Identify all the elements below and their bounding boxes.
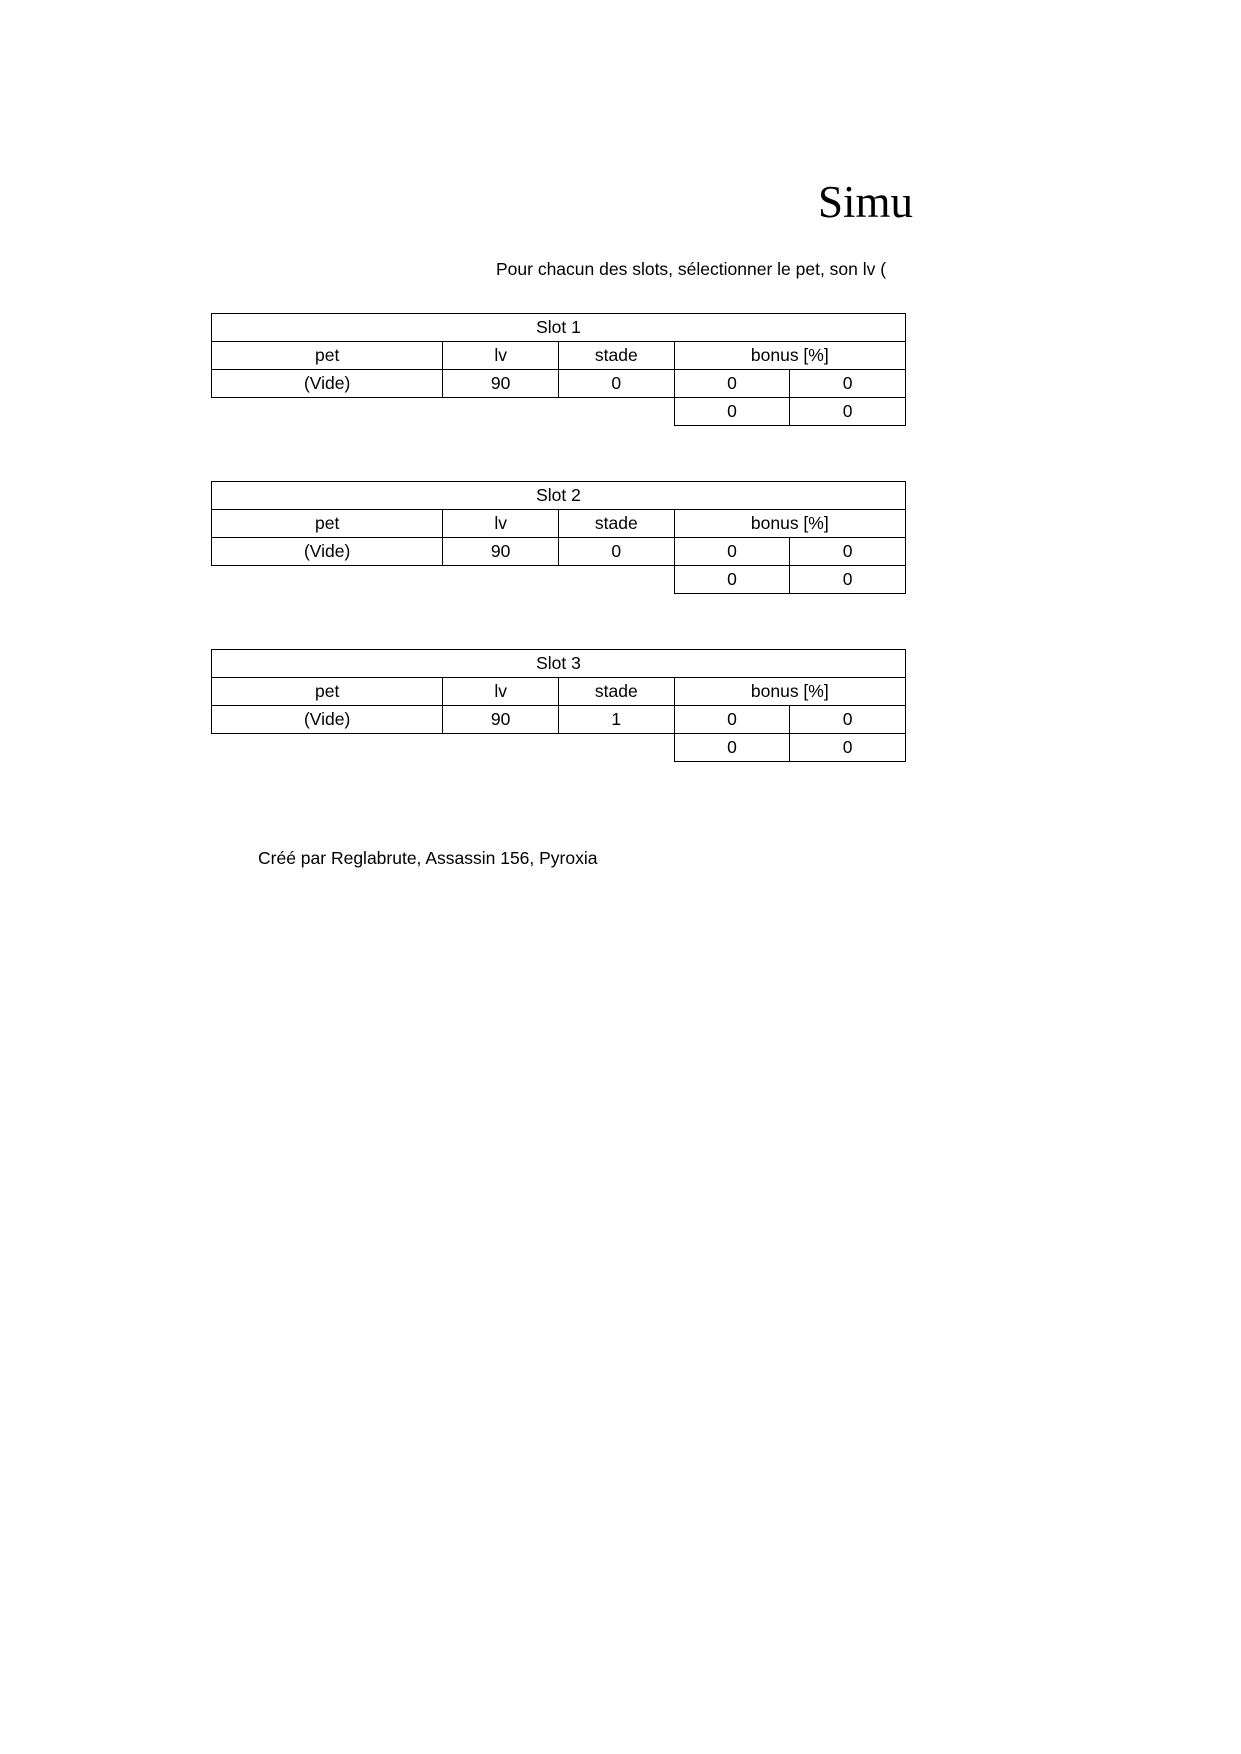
cell-bonus-2a[interactable]: 0: [674, 398, 790, 426]
cell-bonus-2a[interactable]: 0: [674, 734, 790, 762]
cell-bonus-1a[interactable]: 0: [674, 370, 790, 398]
cell-pet-value[interactable]: (Vide): [212, 538, 443, 566]
cell-spacer-pet: [212, 398, 328, 426]
table-row-slot-header: [212, 482, 906, 510]
page-title: Simu: [818, 177, 913, 227]
cell-bonus-2a[interactable]: 0: [674, 566, 790, 594]
column-header-lv: lv: [443, 342, 559, 370]
cell-stade-value[interactable]: 1: [558, 706, 674, 734]
column-header-lv: lv: [443, 678, 559, 706]
cell-bonus-2b[interactable]: 0: [790, 398, 906, 426]
cell-spacer-stade: [558, 734, 674, 762]
cell-spacer-lv: [443, 398, 559, 426]
column-header-pet: pet: [212, 678, 443, 706]
slot-title: Slot 2: [212, 482, 906, 510]
cell-pet-value[interactable]: (Vide): [212, 706, 443, 734]
cell-spacer-pet2: [327, 566, 443, 594]
table-row-data-secondary: [212, 398, 906, 426]
cell-spacer-lv: [443, 566, 559, 594]
cell-spacer-stade: [558, 566, 674, 594]
table-row-data-secondary: [212, 734, 906, 762]
cell-lv-value[interactable]: 90: [443, 370, 559, 398]
column-header-lv: lv: [443, 510, 559, 538]
column-header-stade: stade: [558, 342, 674, 370]
cell-bonus-2b[interactable]: 0: [790, 566, 906, 594]
cell-bonus-1a[interactable]: 0: [674, 538, 790, 566]
slot-table-3: [211, 649, 906, 762]
column-header-stade: stade: [558, 678, 674, 706]
table-row-slot-header: [212, 650, 906, 678]
cell-bonus-1b[interactable]: 0: [790, 538, 906, 566]
slot-title: Slot 1: [212, 314, 906, 342]
cell-stade-value[interactable]: 0: [558, 370, 674, 398]
cell-spacer-lv: [443, 734, 559, 762]
cell-spacer-stade: [558, 398, 674, 426]
cell-spacer-pet2: [327, 398, 443, 426]
cell-lv-value[interactable]: 90: [443, 706, 559, 734]
cell-spacer-pet: [212, 566, 328, 594]
cell-bonus-1a[interactable]: 0: [674, 706, 790, 734]
instruction-text: Pour chacun des slots, sélectionner le pet, son lv (: [496, 259, 887, 279]
cell-bonus-1b[interactable]: 0: [790, 370, 906, 398]
column-header-bonus: bonus [%]: [674, 510, 905, 538]
table-row-data-secondary: [212, 566, 906, 594]
table-row-column-headers: [212, 342, 906, 370]
cell-pet-value[interactable]: (Vide): [212, 370, 443, 398]
slot-table-2: [211, 481, 906, 594]
column-header-pet: pet: [212, 342, 443, 370]
cell-stade-value[interactable]: 0: [558, 538, 674, 566]
slot-table-1: [211, 313, 906, 426]
cell-bonus-1b[interactable]: 0: [790, 706, 906, 734]
column-header-pet: pet: [212, 510, 443, 538]
table-row-data-primary: [212, 370, 906, 398]
table-row-data-primary: [212, 538, 906, 566]
table-row-data-primary: [212, 706, 906, 734]
slot-title: Slot 3: [212, 650, 906, 678]
cell-bonus-2b[interactable]: 0: [790, 734, 906, 762]
credit-line: Créé par Reglabrute, Assassin 156, Pyroxia: [258, 848, 598, 868]
cell-spacer-pet2: [327, 734, 443, 762]
table-row-slot-header: [212, 314, 906, 342]
column-header-stade: stade: [558, 510, 674, 538]
cell-spacer-pet: [212, 734, 328, 762]
column-header-bonus: bonus [%]: [674, 678, 905, 706]
table-row-column-headers: [212, 510, 906, 538]
cell-lv-value[interactable]: 90: [443, 538, 559, 566]
column-header-bonus: bonus [%]: [674, 342, 905, 370]
table-row-column-headers: [212, 678, 906, 706]
